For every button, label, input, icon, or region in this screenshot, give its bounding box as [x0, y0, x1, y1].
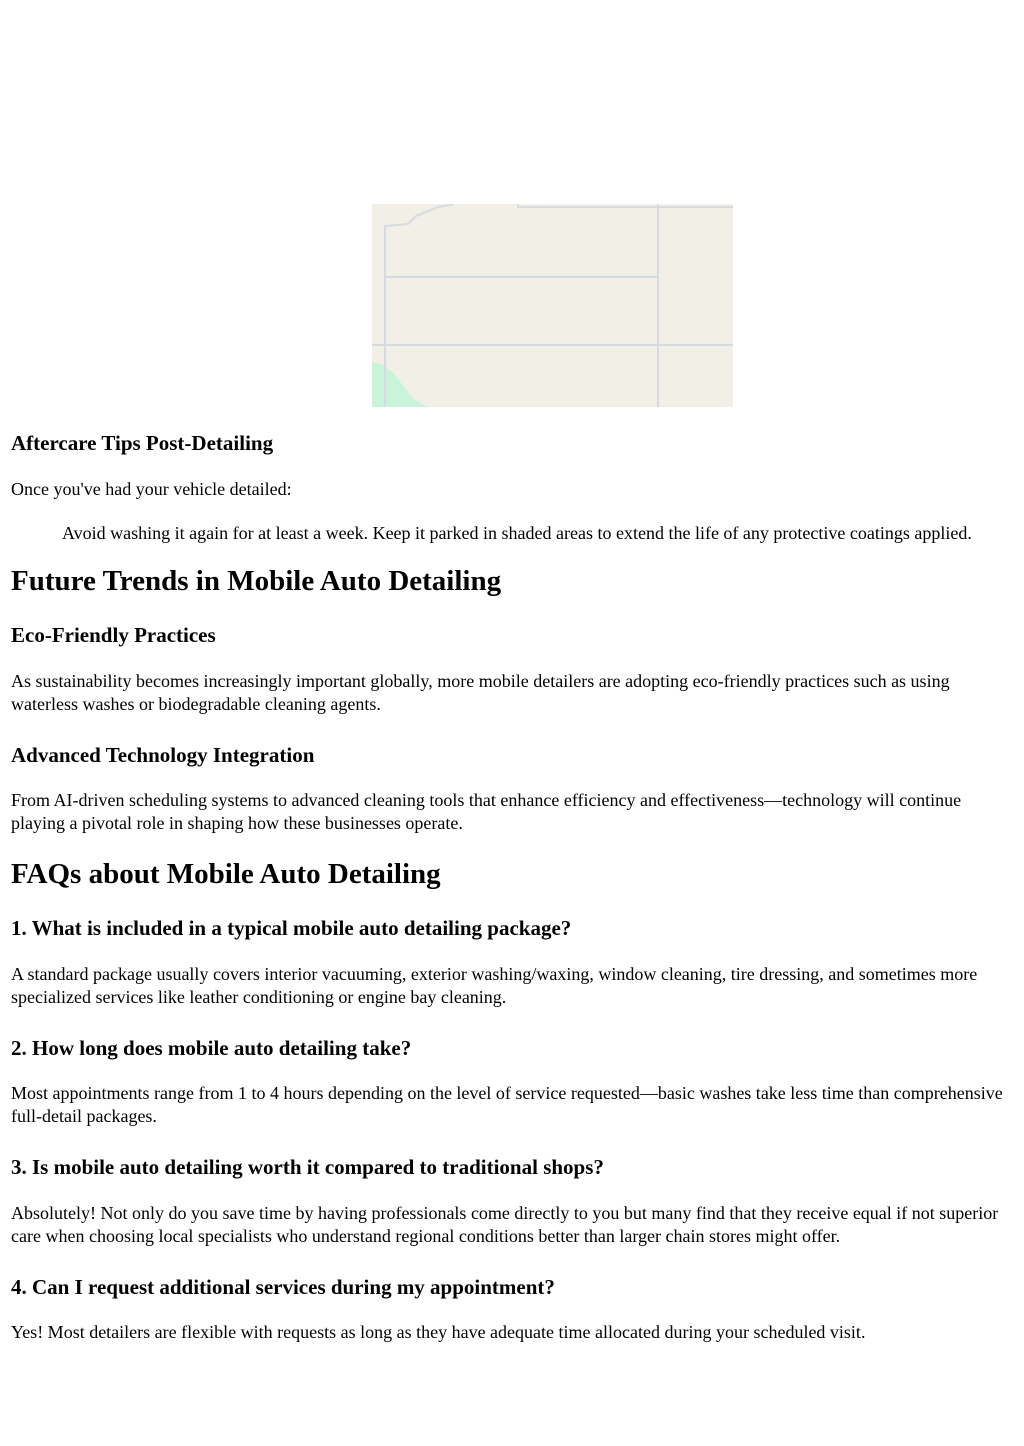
- faq-question-3: 3. Is mobile auto detailing worth it compared to traditional shops?: [11, 1155, 604, 1179]
- aftercare-quote: Avoid washing it again for at least a week. Keep it parked in shaded areas to extend the life of any protective coatings applied.: [62, 523, 972, 543]
- aftercare-heading: Aftercare Tips Post-Detailing: [11, 431, 274, 455]
- faq-answer-2: Most appointments range from 1 to 4 hours depending on the level of service requested—basic washes take less time than comprehensive full-detail packages.: [11, 1083, 1003, 1126]
- faq-question-4: 4. Can I request additional services during my appointment?: [11, 1275, 555, 1299]
- map-land: [372, 204, 733, 407]
- aftercare-intro: Once you've had your vehicle detailed:: [11, 479, 292, 499]
- article-content: [11, 428, 1011, 1344]
- faq-question-2: 2. How long does mobile auto detailing take?: [11, 1036, 412, 1060]
- faqs-heading: FAQs about Mobile Auto Detailing: [11, 858, 441, 890]
- faq-answer-4: Yes! Most detailers are flexible with requests as long as they have adequate time allocated during your scheduled visit.: [11, 1322, 866, 1342]
- trend-title-tech: Advanced Technology Integration: [11, 743, 315, 767]
- map-graphic: [372, 204, 733, 407]
- map-image: [372, 204, 733, 407]
- faq-answer-1: A standard package usually covers interior vacuuming, exterior washing/waxing, window cleaning, tire dressing, and sometimes more specialized services like leather conditioning or engine bay cleaning.: [11, 964, 978, 1007]
- trends-heading: Future Trends in Mobile Auto Detailing: [11, 565, 502, 597]
- trend-title-eco: Eco-Friendly Practices: [11, 623, 216, 647]
- faq-answer-3: Absolutely! Not only do you save time by having professionals come directly to you but many find that they receive equal if not superior care when choosing local specialists who understand regional conditions better than larger chain stores might offer.: [11, 1203, 999, 1246]
- trend-text-eco: As sustainability becomes increasingly important globally, more mobile detailers are adopting eco-friendly practices such as using waterless washes or biodegradable cleaning agents.: [11, 671, 950, 714]
- faq-question-1: 1. What is included in a typical mobile auto detailing package?: [11, 916, 572, 940]
- trend-text-tech: From AI-driven scheduling systems to advanced cleaning tools that enhance efficiency and effectiveness—technology will continue playing a pivotal role in shaping how these businesses operate.: [11, 790, 962, 833]
